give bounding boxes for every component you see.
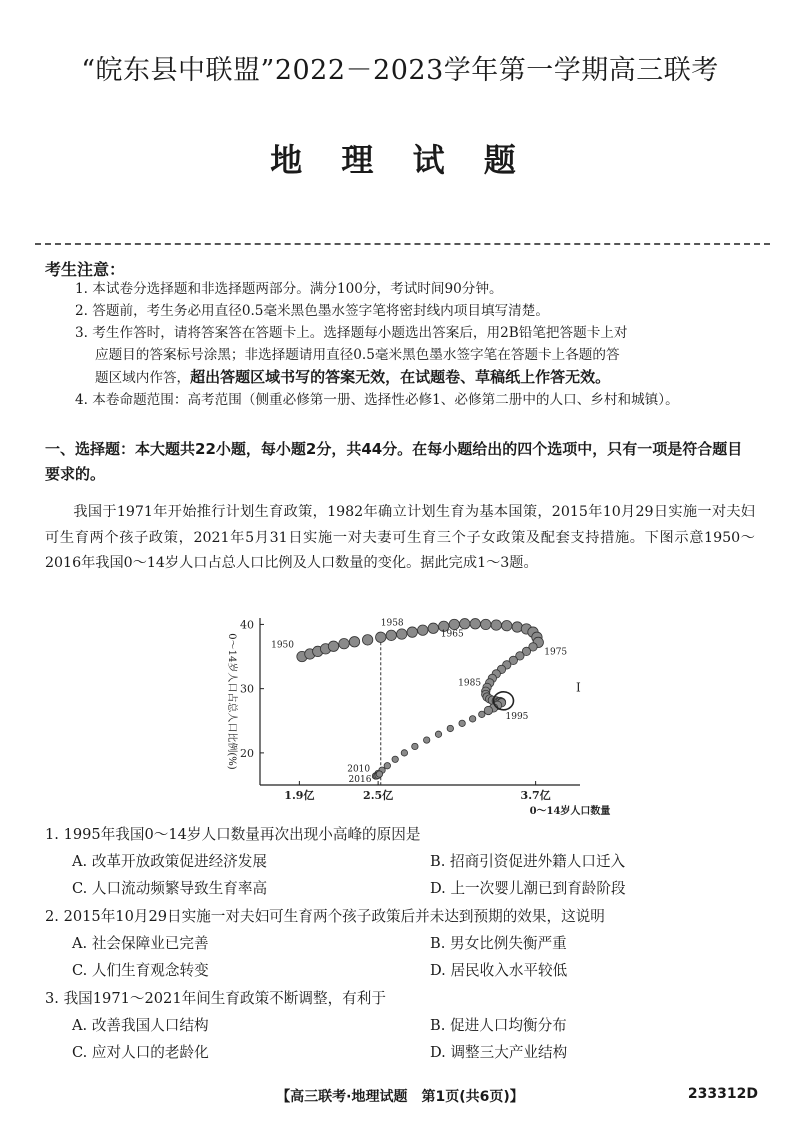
year-label-1950: 1950 [271,640,294,651]
data-point [412,743,418,749]
data-point [512,622,522,632]
data-point [469,716,475,722]
y-axis-title: 0～14岁人口占总人口比例(%) [226,633,237,770]
question-3-option-c[interactable]: C. 应对人口的老龄化 [72,1044,209,1061]
notice-item: 4. 本卷命题范围：高考范围（侧重必修第一册、选择性必修1、必修第二册中的人口、乡村和城镇）。 [75,392,679,408]
x-tick-label: 1.9亿 [284,789,315,802]
data-point [484,706,492,714]
header-divider [35,243,770,245]
question-2-option-d[interactable]: D. 居民收入水平较低 [430,962,568,979]
data-point [376,771,382,777]
question-2-stem: 2. 2015年10月29日实施一对夫妇可生育两个孩子政策后并未达到预期的效果，这说明 [45,908,605,925]
exam-title: “皖东县中联盟”2022－2023学年第一学期高三联考 [81,55,719,86]
data-point [447,725,453,731]
question-3-stem: 3. 我国1971～2021年间生育政策不断调整，有利于 [45,990,386,1007]
data-point [401,750,407,756]
data-point [418,625,428,635]
question-3-option-d[interactable]: D. 调整三大产业结构 [430,1044,568,1061]
data-point [397,629,407,639]
data-point [502,621,512,631]
year-label-2010: 2010 [347,764,371,775]
notice-item: 1. 本试卷分选择题和非选择题两部分。满分100分，考试时间90分钟。 [75,281,503,297]
passage: 我国于1971年开始推行计划生育政策，1982年确立计划生育为基本国策，2015年10月29日实施一对夫妇可生育两个孩子政策，2021年5月31日实施一对夫妻可生育三个子女政策及配套支持措施。下图示意1950～2016年我国0～14岁人口占总人口比例及人口数量的变化。据此完成1～3题。 [45,504,755,571]
data-point [349,637,359,647]
x-tick-label: 2.5亿 [363,789,394,802]
notice-item-text: 题区域内作答， [95,370,191,386]
data-point [386,630,396,640]
notice-item-emphasis: 超出答题区域书写的答案无效，在试题卷、草稿纸上作答无效。 [190,368,611,386]
year-label-1958: 1958 [380,618,404,629]
data-point [423,737,429,743]
question-2-option-a[interactable]: A. 社会保障业已完善 [72,935,209,952]
stray-mark: I [576,680,581,695]
data-point [491,620,501,630]
data-point [384,763,390,769]
section-title: 一、选择题：本大题共22小题，每小题2分，共44分。在每小题给出的四个选项中，只有一项是符合题目要求的。 [45,440,743,483]
notice-list [75,278,765,411]
data-point [479,711,485,717]
question-1-option-a[interactable]: A. 改革开放政策促进经济发展 [72,853,267,870]
year-label-1965: 1965 [440,629,464,640]
data-point [339,638,349,648]
notice-item-line [75,366,765,389]
year-label-1985: 1985 [458,678,482,689]
y-tick-label: 30 [240,682,254,696]
question-1-option-c[interactable]: C. 人口流动频繁导致生育率高 [72,880,268,897]
paper-code: 233312D [687,1086,758,1102]
data-point [435,731,441,737]
data-point [362,635,372,645]
subject-title: 地 理 试 题 [270,141,530,179]
population-chart [215,610,615,830]
data-point [376,632,386,642]
question-2-option-c[interactable]: C. 人们生育观念转变 [72,962,209,979]
data-point [470,619,480,629]
notice-item: 应题目的答案标号涂黑；非选择题请用直径0.5毫米黑色墨水签字笔在答题卡上各题的答 [95,347,620,363]
question-1-stem: 1. 1995年我国0～14岁人口数量再次出现小高峰的原因是 [45,826,421,843]
page-footer: 【高三联考·地理试题 第1页(共6页)】 [276,1089,524,1105]
data-point [392,756,398,762]
question-1-option-d[interactable]: D. 上一次婴儿潮已到育龄阶段 [430,880,626,897]
notice-item: 2. 答题前，考生务必用直径0.5毫米黑色墨水签字笔将密封线内项目填写清楚。 [75,303,549,319]
data-point [407,627,417,637]
year-label-2016: 2016 [348,775,372,786]
x-axis-title: 0～14岁人口数量 [529,806,611,817]
data-point [460,619,470,629]
data-point [459,720,465,726]
data-point [428,623,438,633]
notice-heading: 考生注意： [45,260,126,279]
question-3-option-a[interactable]: A. 改善我国人口结构 [72,1017,209,1034]
data-point [481,619,491,629]
year-label-1975: 1975 [544,647,568,658]
question-3-option-b[interactable]: B. 促进人口均衡分布 [430,1017,567,1034]
data-point [449,619,459,629]
notice-item: 3. 考生作答时，请将答案答在答题卡上。选择题每小题选出答案后，用2B铅笔把答题卡上对 [75,325,628,341]
year-label-1995: 1995 [505,711,529,722]
question-1-option-b[interactable]: B. 招商引资促进外籍人口迁入 [430,853,626,870]
x-tick-label: 3.7亿 [520,789,551,802]
data-point [328,641,338,651]
chart-points [297,619,544,780]
y-tick-label: 40 [240,618,254,632]
y-tick-label: 20 [240,746,254,760]
question-2-option-b[interactable]: B. 男女比例失衡严重 [430,935,567,952]
